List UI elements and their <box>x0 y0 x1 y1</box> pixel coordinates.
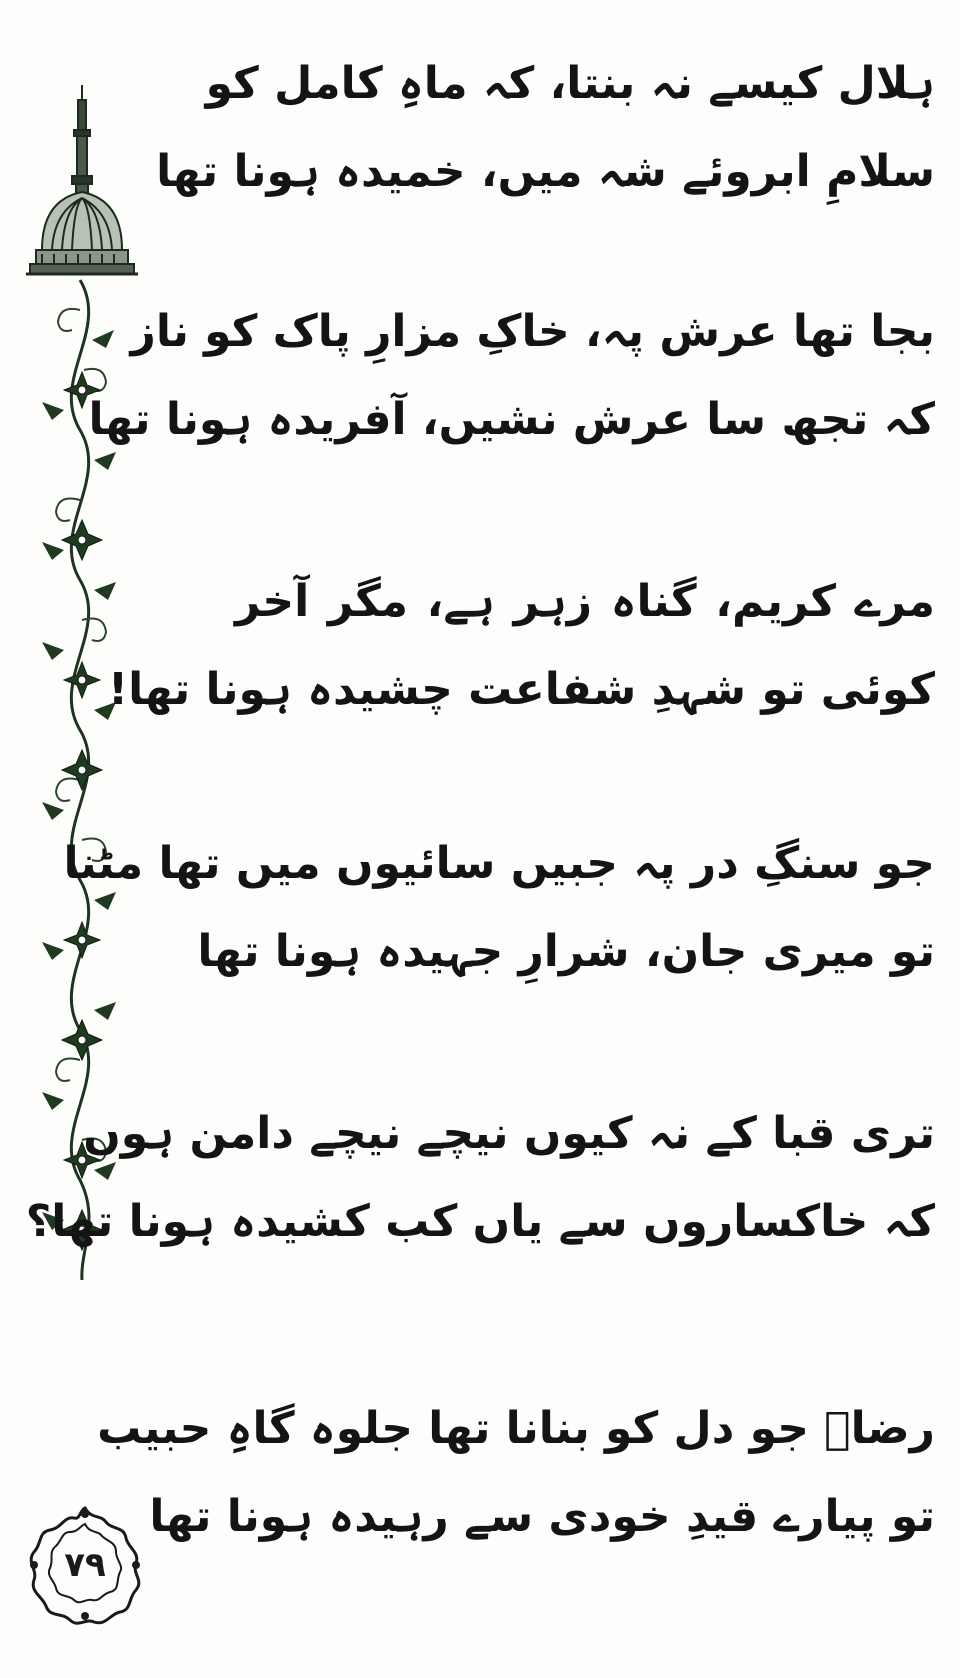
stanza-5 <box>25 1090 935 1266</box>
stanza-1 <box>156 40 935 216</box>
stanza-6 <box>97 1385 935 1561</box>
verse-line: کہ تجھ سا عرش نشیں، آفریدہ ہونا تھا <box>88 394 935 445</box>
verse-line: بجا تھا عرش پہ، خاکِ مزارِ پاک کو ناز <box>130 306 935 357</box>
page-number: ۷۹ <box>64 1545 106 1585</box>
verse-line: رضاؔ جو دل کو بنانا تھا جلوہ گاہِ حبیب <box>97 1403 935 1454</box>
verse-line: کوئی تو شہدِ شفاعت چشیدہ ہونا تھا! <box>108 664 935 715</box>
verse-line: ہلال کیسے نہ بنتا، کہ ماہِ کامل کو <box>205 58 935 109</box>
verse-line: تو پیارے قیدِ خودی سے رہیدہ ہونا تھا <box>149 1491 935 1542</box>
verse-line: جو سنگِ در پہ جبیں سائیوں میں تھا مٹنا <box>63 838 935 889</box>
stanza-3 <box>108 558 935 734</box>
verse-line: تری قبا کے نہ کیوں نیچے نیچے دامن ہوں <box>83 1108 935 1159</box>
stanza-4 <box>63 820 935 996</box>
dome <box>26 192 138 274</box>
stanza-2 <box>88 288 935 464</box>
verse-line: تو میری جان، شرارِ جہیدہ ہونا تھا <box>197 926 935 977</box>
page-number-badge <box>20 1500 150 1630</box>
verse-line: سلامِ ابروئے شہ میں، خمیدہ ہونا تھا <box>156 146 935 197</box>
verse-line: مرے کریم، گناہ زہر ہے، مگر آخر <box>235 576 935 627</box>
verse-line: کہ خاکساروں سے یاں کب کشیدہ ہونا تھا؟ <box>25 1196 935 1247</box>
